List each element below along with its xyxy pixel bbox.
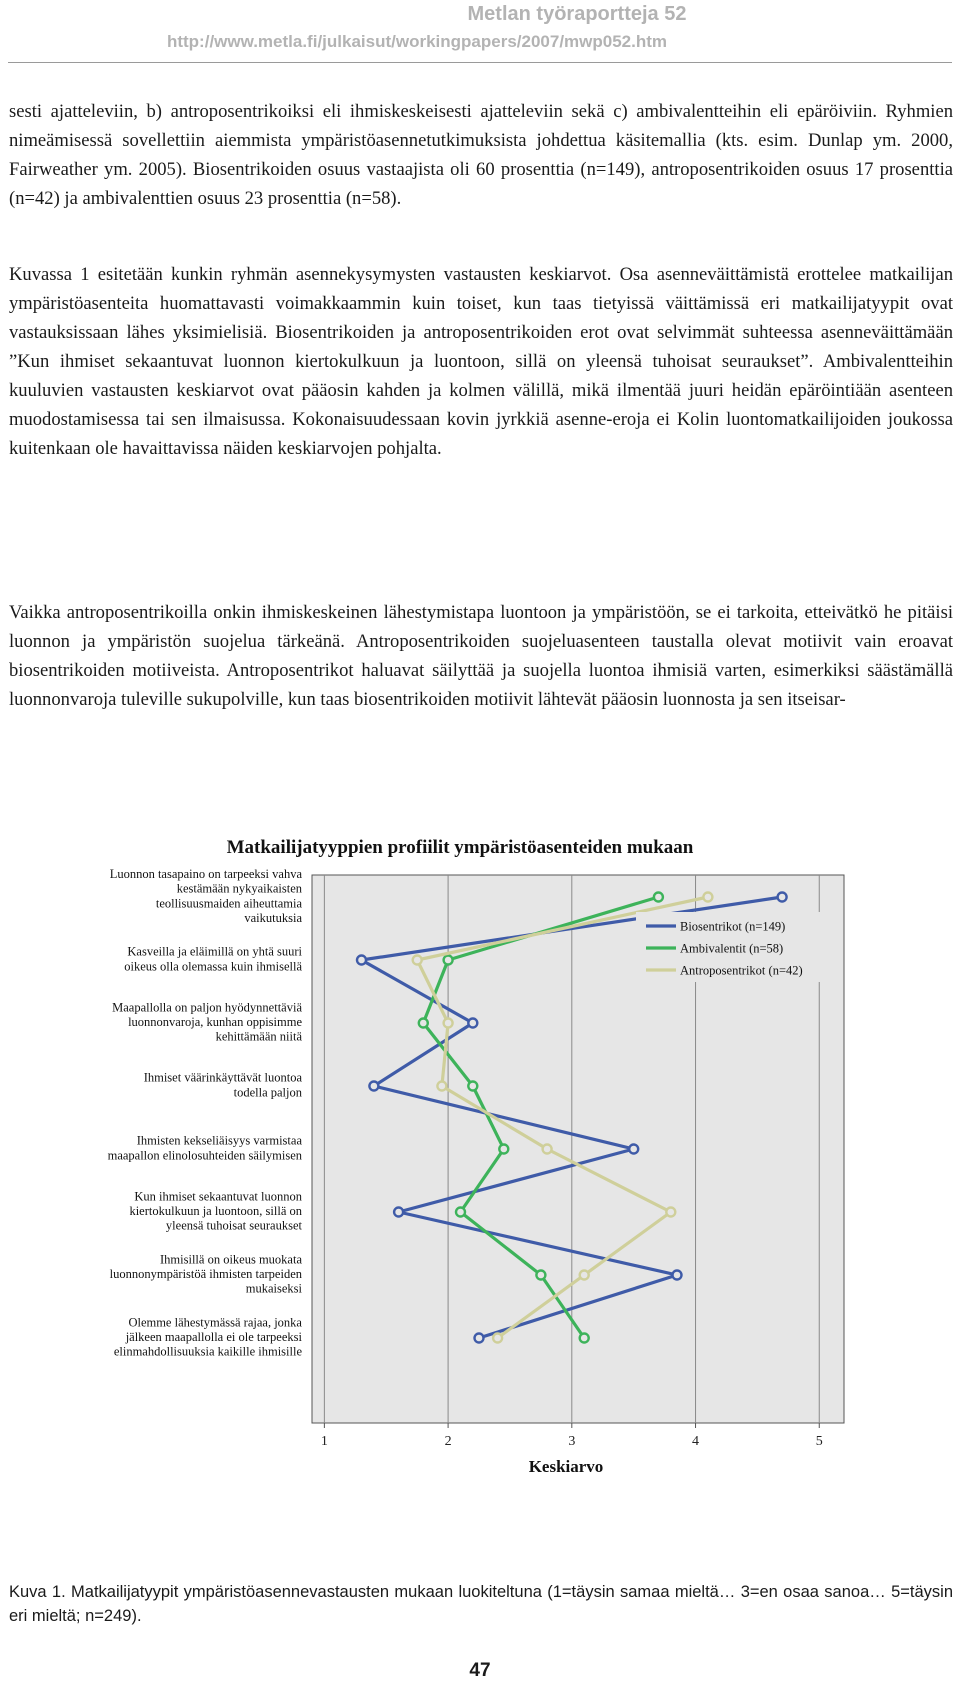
series-point xyxy=(456,1208,465,1217)
series-point xyxy=(654,893,663,902)
series-point xyxy=(475,1334,484,1343)
series-point xyxy=(536,1271,545,1280)
paragraph-1: sesti ajatteleviin, b) antroposentrikoiksi eli ihmiskeskeisesti ajatteleviin sekä c) ambivalentteihin eli epäröiviin. Ryhmien nimeämisessä sovellettiin aiemmista ympäristöasennetutkimuksista johdettua käsitemallia (kts. esim. Dunlap ym. 2000, Fairweather ym. 2005). Biosentrikoiden osuus vastaajista oli 60 prosenttia (n=149), antroposentrikoiden osuus 17 prosenttia (n=42) ja ambivalenttien osuus 23 prosenttia (n=58). xyxy=(9,101,953,209)
series-point xyxy=(357,956,366,965)
statement-labels xyxy=(108,867,303,1359)
x-axis-ticks xyxy=(321,1423,823,1449)
series-point xyxy=(580,1271,589,1280)
series-point xyxy=(666,1208,675,1217)
series-point xyxy=(444,1019,453,1028)
statement-label-line: oikeus olla olemassa kuin ihmisellä xyxy=(124,959,302,974)
statement-label-line: todella paljon xyxy=(233,1085,302,1100)
statement-label-line: Luonnon tasapaino on tarpeeksi vahva xyxy=(109,867,302,882)
statement-label-line: Ihmisten kekseliäisyys varmistaa xyxy=(136,1133,302,1148)
statement-label-line: vaikutuksia xyxy=(244,910,302,925)
series-point xyxy=(493,1334,502,1343)
series-point xyxy=(499,1145,508,1154)
series-point xyxy=(673,1271,682,1280)
legend-label: Antroposentrikot (n=42) xyxy=(680,963,803,978)
statement-label-line: yleensä tuhoisat seuraukset xyxy=(165,1218,302,1233)
series-point xyxy=(444,956,453,965)
attitude-profile-chart xyxy=(0,830,960,1560)
series-point xyxy=(580,1334,589,1343)
statement-label-line: kehittämään niitä xyxy=(215,1029,302,1044)
series-point xyxy=(703,893,712,902)
statement-label-line: teollisuusmaiden aiheuttamia xyxy=(155,896,302,911)
statement-label-line: mukaiseksi xyxy=(245,1281,302,1296)
legend-label: Ambivalentit (n=58) xyxy=(680,941,784,956)
statement-label-line: kestämään nykyaikaisten xyxy=(176,881,302,896)
statement-label-line: luonnonvaroja, kunhan oppisimme xyxy=(128,1015,302,1029)
statement-label-line: maapallon elinolosuhteiden säilymisen xyxy=(107,1148,302,1163)
header-title: Metlan työraportteja 52 xyxy=(467,3,687,25)
statement-label-line: Ihmisillä on oikeus muokata xyxy=(160,1252,302,1267)
x-tick-label: 5 xyxy=(815,1434,823,1449)
figure-caption: Kuva 1. Matkailijatyypit ympäristöasennevastausten mukaan luokiteltuna (1=täysin samaa mieltä… 3=en osaa sanoa… 5=täysin eri mieltä; n=249). xyxy=(9,1583,953,1625)
statement-label-line: luonnonympäristöä ihmisten tarpeiden xyxy=(109,1267,302,1281)
x-tick-label: 4 xyxy=(692,1434,700,1449)
statement-label-line: kiertokulkuun ja luontoon, sillä on xyxy=(129,1204,302,1218)
statement-label-line: Olemme lähestymässä rajaa, jonka xyxy=(128,1315,302,1330)
statement-label-line: Kun ihmiset sekaantuvat luonnon xyxy=(134,1189,302,1204)
series-point xyxy=(419,1019,428,1028)
series-point xyxy=(468,1082,477,1091)
series-point xyxy=(369,1082,378,1091)
paragraph-3: Vaikka antroposentrikoilla onkin ihmiskeskeinen lähestymistapa luontoon ja ympäristöön, se ei tarkoita, etteivätkö he pitäisi luonnon ja ympäristön suojelua tärkeänä. Antroposentrikoiden suojeluasenteen taustalla olevat motiivit vain eroavat biosentrikoiden motiiveista. Antroposentrikot haluavat säilyttää ja suojella luontoa ihmisiä varten, esimerkiksi säästämällä luonnonvaroja tuleville sukupolville, kun taas biosentrikoiden motiivit lähtevät pääosin luonnosta ja sen itseisar- xyxy=(9,602,953,710)
statement-label-line: Kasveilla ja eläimillä on yhtä suuri xyxy=(127,944,302,959)
legend-label: Biosentrikot (n=149) xyxy=(680,919,786,934)
page-number: 47 xyxy=(469,1660,491,1681)
series-point xyxy=(629,1145,638,1154)
statement-label-line: Ihmiset väärinkäyttävät luontoa xyxy=(143,1070,302,1085)
header-url[interactable]: http://www.metla.fi/julkaisut/workingpapers/2007/mwp052.htm xyxy=(166,32,668,51)
statement-label-line: elinmahdollisuuksia kaikille ihmisille xyxy=(113,1344,302,1359)
x-tick-label: 3 xyxy=(568,1434,576,1449)
x-tick-label: 2 xyxy=(444,1434,452,1449)
series-point xyxy=(394,1208,403,1217)
header-rule xyxy=(8,62,952,63)
series-point xyxy=(468,1019,477,1028)
chart-title: Matkailijatyyppien profiilit ympäristöasenteiden mukaan xyxy=(226,837,694,858)
series-point xyxy=(437,1082,446,1091)
paragraph-2: Kuvassa 1 esitetään kunkin ryhmän asennekysymysten vastausten keskiarvot. Osa asenneväittämistä erottelee matkailijan ympäristöasenteita huomattavasti voimakkaammin kuin toiset, kun taas tietyissä väittämissä eri matkailijatyypit ovat vastauksissaan lähes yksimielisiä. Biosentrikoiden ja antroposentrikoiden erot ovat selvimmät suhteessa asenneväittämään ”Kun ihmiset sekaantuvat luonnon kiertokulkuun ja luontoon, sillä on yleensä tuhoisat seuraukset”. Ambivalentteihin kuuluvien vastausten keskiarvot ovat pääosin kahden ja kolmen välillä, mikä ilmentää juuri heidän epäröintiään asenteen muodostamisessa tai sen ilmaisussa. Kokonaisuudessaan kovin jyrkkiä asenne-eroja ei Kolin luontomatkailijoiden joukossa kuitenkaan ole havaittavissa näiden keskiarvojen pohjalta. xyxy=(9,264,953,459)
series-point xyxy=(543,1145,552,1154)
x-axis-label: Keskiarvo xyxy=(528,1457,604,1476)
series-point xyxy=(413,956,422,965)
statement-label-line: jälkeen maapallolla ei ole tarpeeksi xyxy=(125,1330,302,1344)
statement-label-line: Maapallolla on paljon hyödynnettäviä xyxy=(112,1000,302,1015)
series-point xyxy=(778,893,787,902)
x-tick-label: 1 xyxy=(320,1434,328,1449)
